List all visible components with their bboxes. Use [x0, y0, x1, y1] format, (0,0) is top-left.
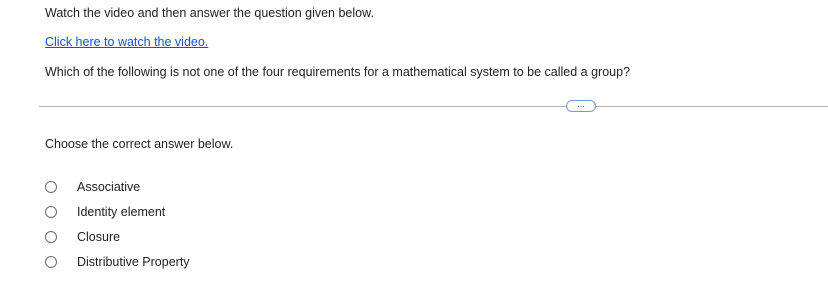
- answer-prompt: Choose the correct answer below.: [45, 137, 234, 151]
- question-text: Which of the following is not one of the four requirements for a mathematical system to be called a group?: [45, 65, 631, 79]
- answer-option-label: Identity element: [77, 204, 166, 219]
- answer-option-label: Associative: [77, 179, 141, 194]
- radio-button-icon[interactable]: [45, 181, 57, 193]
- section-divider: [39, 106, 828, 107]
- watch-video-link[interactable]: Click here to watch the video.: [45, 35, 209, 49]
- answer-option-distributive-property[interactable]: [45, 249, 190, 274]
- answer-options: [45, 174, 190, 274]
- radio-button-icon[interactable]: [45, 206, 57, 218]
- answer-option-label: Closure: [77, 229, 121, 244]
- radio-button-icon[interactable]: [45, 256, 57, 268]
- radio-button-icon[interactable]: [45, 231, 57, 243]
- answer-option-closure[interactable]: [45, 224, 190, 249]
- answer-option-identity-element[interactable]: [45, 199, 190, 224]
- more-options-button[interactable]: [566, 100, 596, 112]
- instruction-text: Watch the video and then answer the question given below.: [45, 6, 374, 20]
- answer-option-label: Distributive Property: [77, 254, 190, 269]
- ellipsis-icon: ...: [577, 99, 585, 109]
- answer-option-associative[interactable]: [45, 174, 190, 199]
